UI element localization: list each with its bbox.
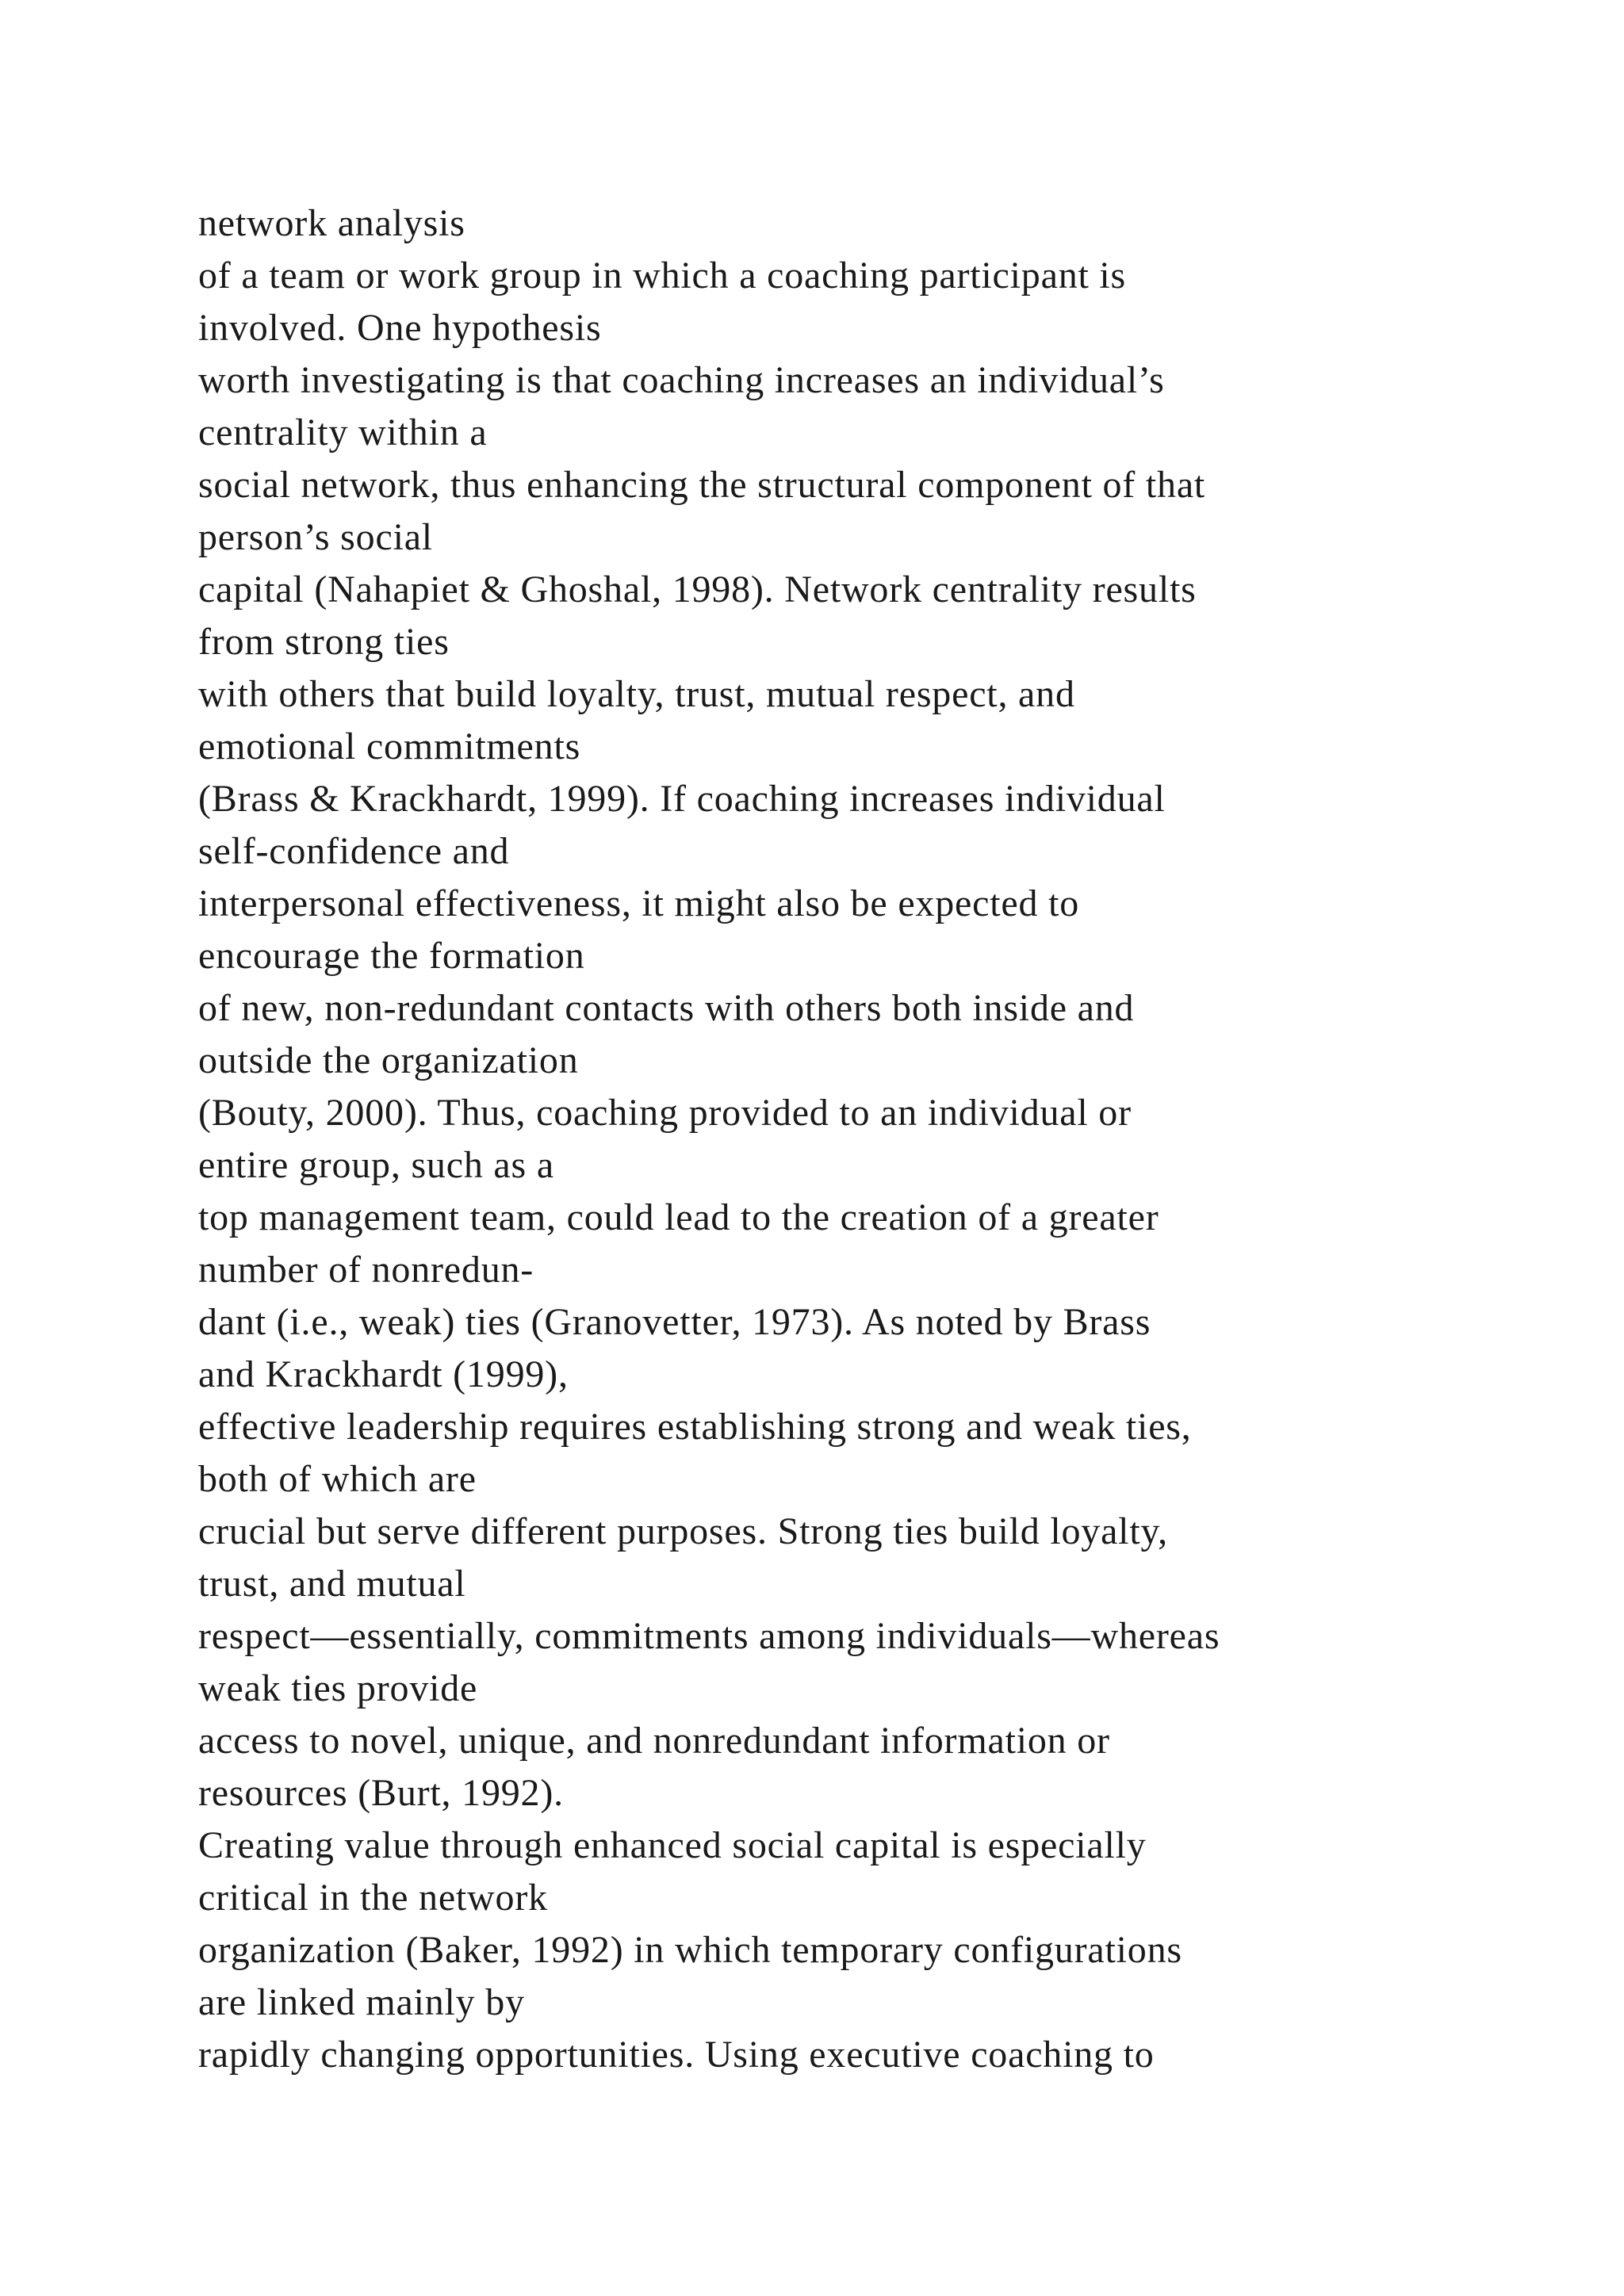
text-line: crucial but serve different purposes. Strong ties build loyalty, (198, 1510, 1168, 1552)
text-line: (Bouty, 2000). Thus, coaching provided to an individual or (198, 1092, 1132, 1134)
text-line: capital (Nahapiet & Ghoshal, 1998). Network centrality results (198, 568, 1197, 610)
text-line: encourage the formation (198, 935, 585, 977)
text-line: (Brass & Krackhardt, 1999). If coaching increases individual (198, 778, 1166, 820)
text-line: weak ties provide (198, 1667, 478, 1709)
text-line: centrality within a (198, 411, 488, 453)
text-line: Creating value through enhanced social capital is especially (198, 1824, 1147, 1866)
text-line: person’s social (198, 516, 433, 558)
text-line: of new, non-redundant contacts with others both inside and (198, 987, 1135, 1029)
text-line: entire group, such as a (198, 1144, 554, 1186)
text-line: outside the organization (198, 1039, 579, 1081)
text-line: top management team, could lead to the creation of a greater (198, 1196, 1159, 1238)
text-line: from strong ties (198, 621, 450, 663)
text-line: interpersonal effectiveness, it might also be expected to (198, 882, 1080, 924)
text-line: access to novel, unique, and nonredundant information or (198, 1720, 1110, 1762)
body-text (198, 197, 1562, 2081)
text-line: network analysis (198, 202, 465, 244)
text-line: effective leadership requires establishing strong and weak ties, (198, 1406, 1192, 1448)
text-line: both of which are (198, 1458, 477, 1500)
text-line: worth investigating is that coaching increases an individual’s (198, 359, 1165, 401)
text-line: are linked mainly by (198, 1981, 525, 2023)
text-line: rapidly changing opportunities. Using executive coaching to (198, 2034, 1155, 2076)
text-line: and Krackhardt (1999), (198, 1353, 569, 1395)
text-line: trust, and mutual (198, 1563, 466, 1605)
text-line: emotional commitments (198, 725, 581, 767)
text-line: social network, thus enhancing the structural component of that (198, 464, 1206, 506)
text-line: of a team or work group in which a coaching participant is (198, 254, 1127, 297)
text-line: organization (Baker, 1992) in which temporary configurations (198, 1929, 1182, 1971)
text-line: self-confidence and (198, 830, 510, 872)
text-line: number of nonredun- (198, 1249, 534, 1291)
text-line: respect—essentially, commitments among individuals—whereas (198, 1615, 1220, 1657)
text-line: with others that build loyalty, trust, mutual respect, and (198, 673, 1075, 715)
text-line: resources (Burt, 1992). (198, 1772, 564, 1814)
text-line: involved. One hypothesis (198, 307, 602, 349)
text-line: critical in the network (198, 1877, 548, 1919)
text-line: dant (i.e., weak) ties (Granovetter, 1973). As noted by Brass (198, 1301, 1151, 1343)
